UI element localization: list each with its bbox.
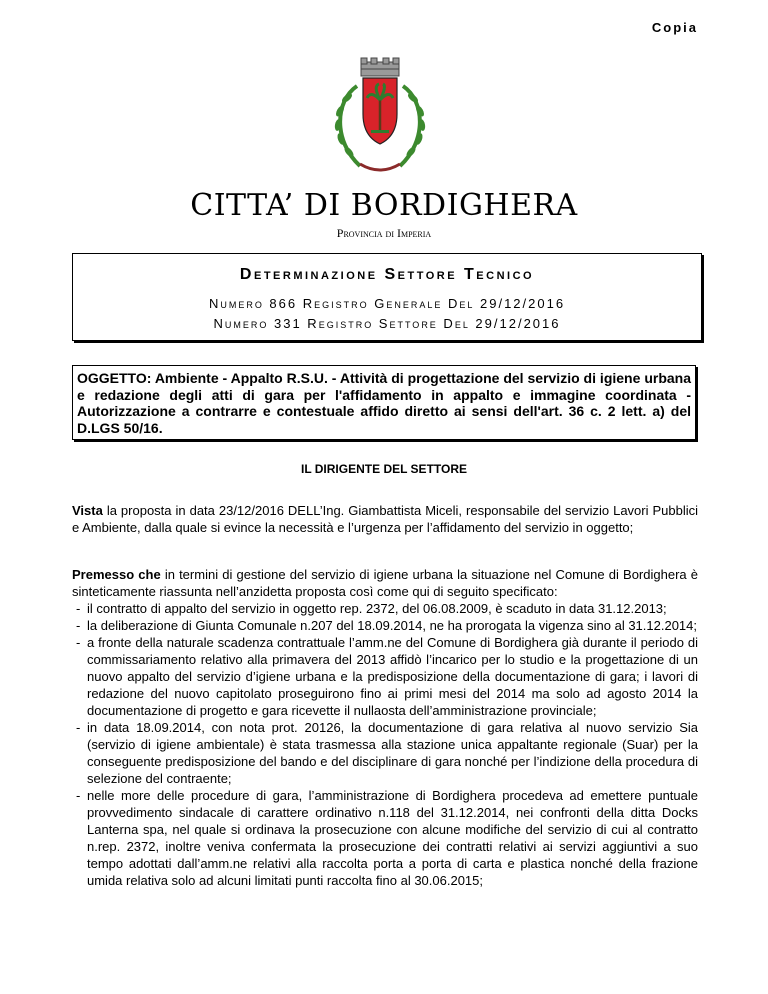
determination-title: Determinazione Settore Tecnico xyxy=(239,266,535,283)
coat-of-arms-icon xyxy=(305,56,455,181)
premesso-lead: Premesso che xyxy=(72,567,161,582)
subject-text: OGGETTO: Ambiente - Appalto R.S.U. - Attività di progettazione del servizio di igiene urbana e redazione degli atti di gara per l'affidamento in appalto e immagine coordinata - Autorizzazione a contrarre e contestuale affido diretto ai sensi dell'art. 36 c. 2 lett. a) del D.LGS 50/16. xyxy=(77,370,691,436)
list-item: - in data 18.09.2014, con nota prot. 20126, la documentazione di gara relativa al nuovo servizio Sia (servizio di igiene ambientale) è stata trasmessa alla stazione unica appaltante regionale (Suar) per la conseguente predisposizione del bando e del disciplinare di gara nonché per l’indizione della procedura di selezione del contraente; xyxy=(72,719,698,787)
vista-text: la proposta in data 23/12/2016 DELL’Ing. Giambattista Miceli, responsabile del servizio Lavori Pubblici e Ambiente, dalla quale si evince la necessità e l’urgenza per l’affidamento del servizio in oggetto; xyxy=(72,503,698,535)
premesso-paragraph xyxy=(72,566,698,600)
facts-list xyxy=(72,600,698,889)
city-name: CITTA’ DI BORDIGHERA xyxy=(190,188,578,223)
subject-box xyxy=(72,365,696,440)
sector-register-line: Numero 331 Registro Settore Del 29/12/2016 xyxy=(213,316,561,331)
province-name: Provincia di Imperia xyxy=(336,226,432,240)
list-item: - a fronte della naturale scadenza contrattuale l’amm.ne del Comune di Bordighera già durante il periodo di commissariamento relativo alla primavera del 2013 affidò l’incarico per lo studio e la progettazione di un nuovo appalto del servizio d’igiene urbana e la predisposizione della documentazione di gara; i lavori di redazione del nuovo capitolato proseguirono fino ai primi mesi del 2014 ma solo ad agosto 2014 la documentazione di progetto e gara ricevette il nullaosta dell’amministrazione provinciale; xyxy=(72,634,698,719)
section-heading: IL DIRIGENTE DEL SETTORE xyxy=(300,462,468,476)
vista-paragraph xyxy=(72,502,698,536)
premesso-text: in termini di gestione del servizio di igiene urbana la situazione nel Comune di Bordighera è sinteticamente riassunta nell’anzidetta proposta così come qui di seguito specificato: xyxy=(72,567,698,599)
vista-lead: Vista xyxy=(72,503,103,518)
copy-label: Copia xyxy=(651,20,698,35)
determination-box xyxy=(72,253,702,341)
general-register-line: Numero 866 Registro Generale Del 29/12/2016 xyxy=(208,296,566,311)
list-item: - il contratto di appalto del servizio in oggetto rep. 2372, del 06.08.2009, è scaduto in data 31.12.2013; xyxy=(72,600,698,617)
list-item: - nelle more delle procedure di gara, l’amministrazione di Bordighera procedeva ad emettere puntuale provvedimento sindacale di carattere ordinativo n.118 del 31.12.2014, nei confronti della ditta Docks Lanterna spa, nel quale si ordinava la prosecuzione con alcune modifiche del servizio di cui al contratto n.rep. 2372, inoltre veniva confermata la prosecuzione dei contratti relativi ai servizi aggiuntivi a suo tempo adottati dall’amm.ne relativi alla raccolta porta a porta di carta e plastica nonché della frazione umida relativa solo ad alcuni limitati punti raccolta fino al 30.06.2015; xyxy=(72,787,698,889)
list-item: - la deliberazione di Giunta Comunale n.207 del 18.09.2014, ne ha prorogata la vigenza sino al 31.12.2014; xyxy=(72,617,698,634)
